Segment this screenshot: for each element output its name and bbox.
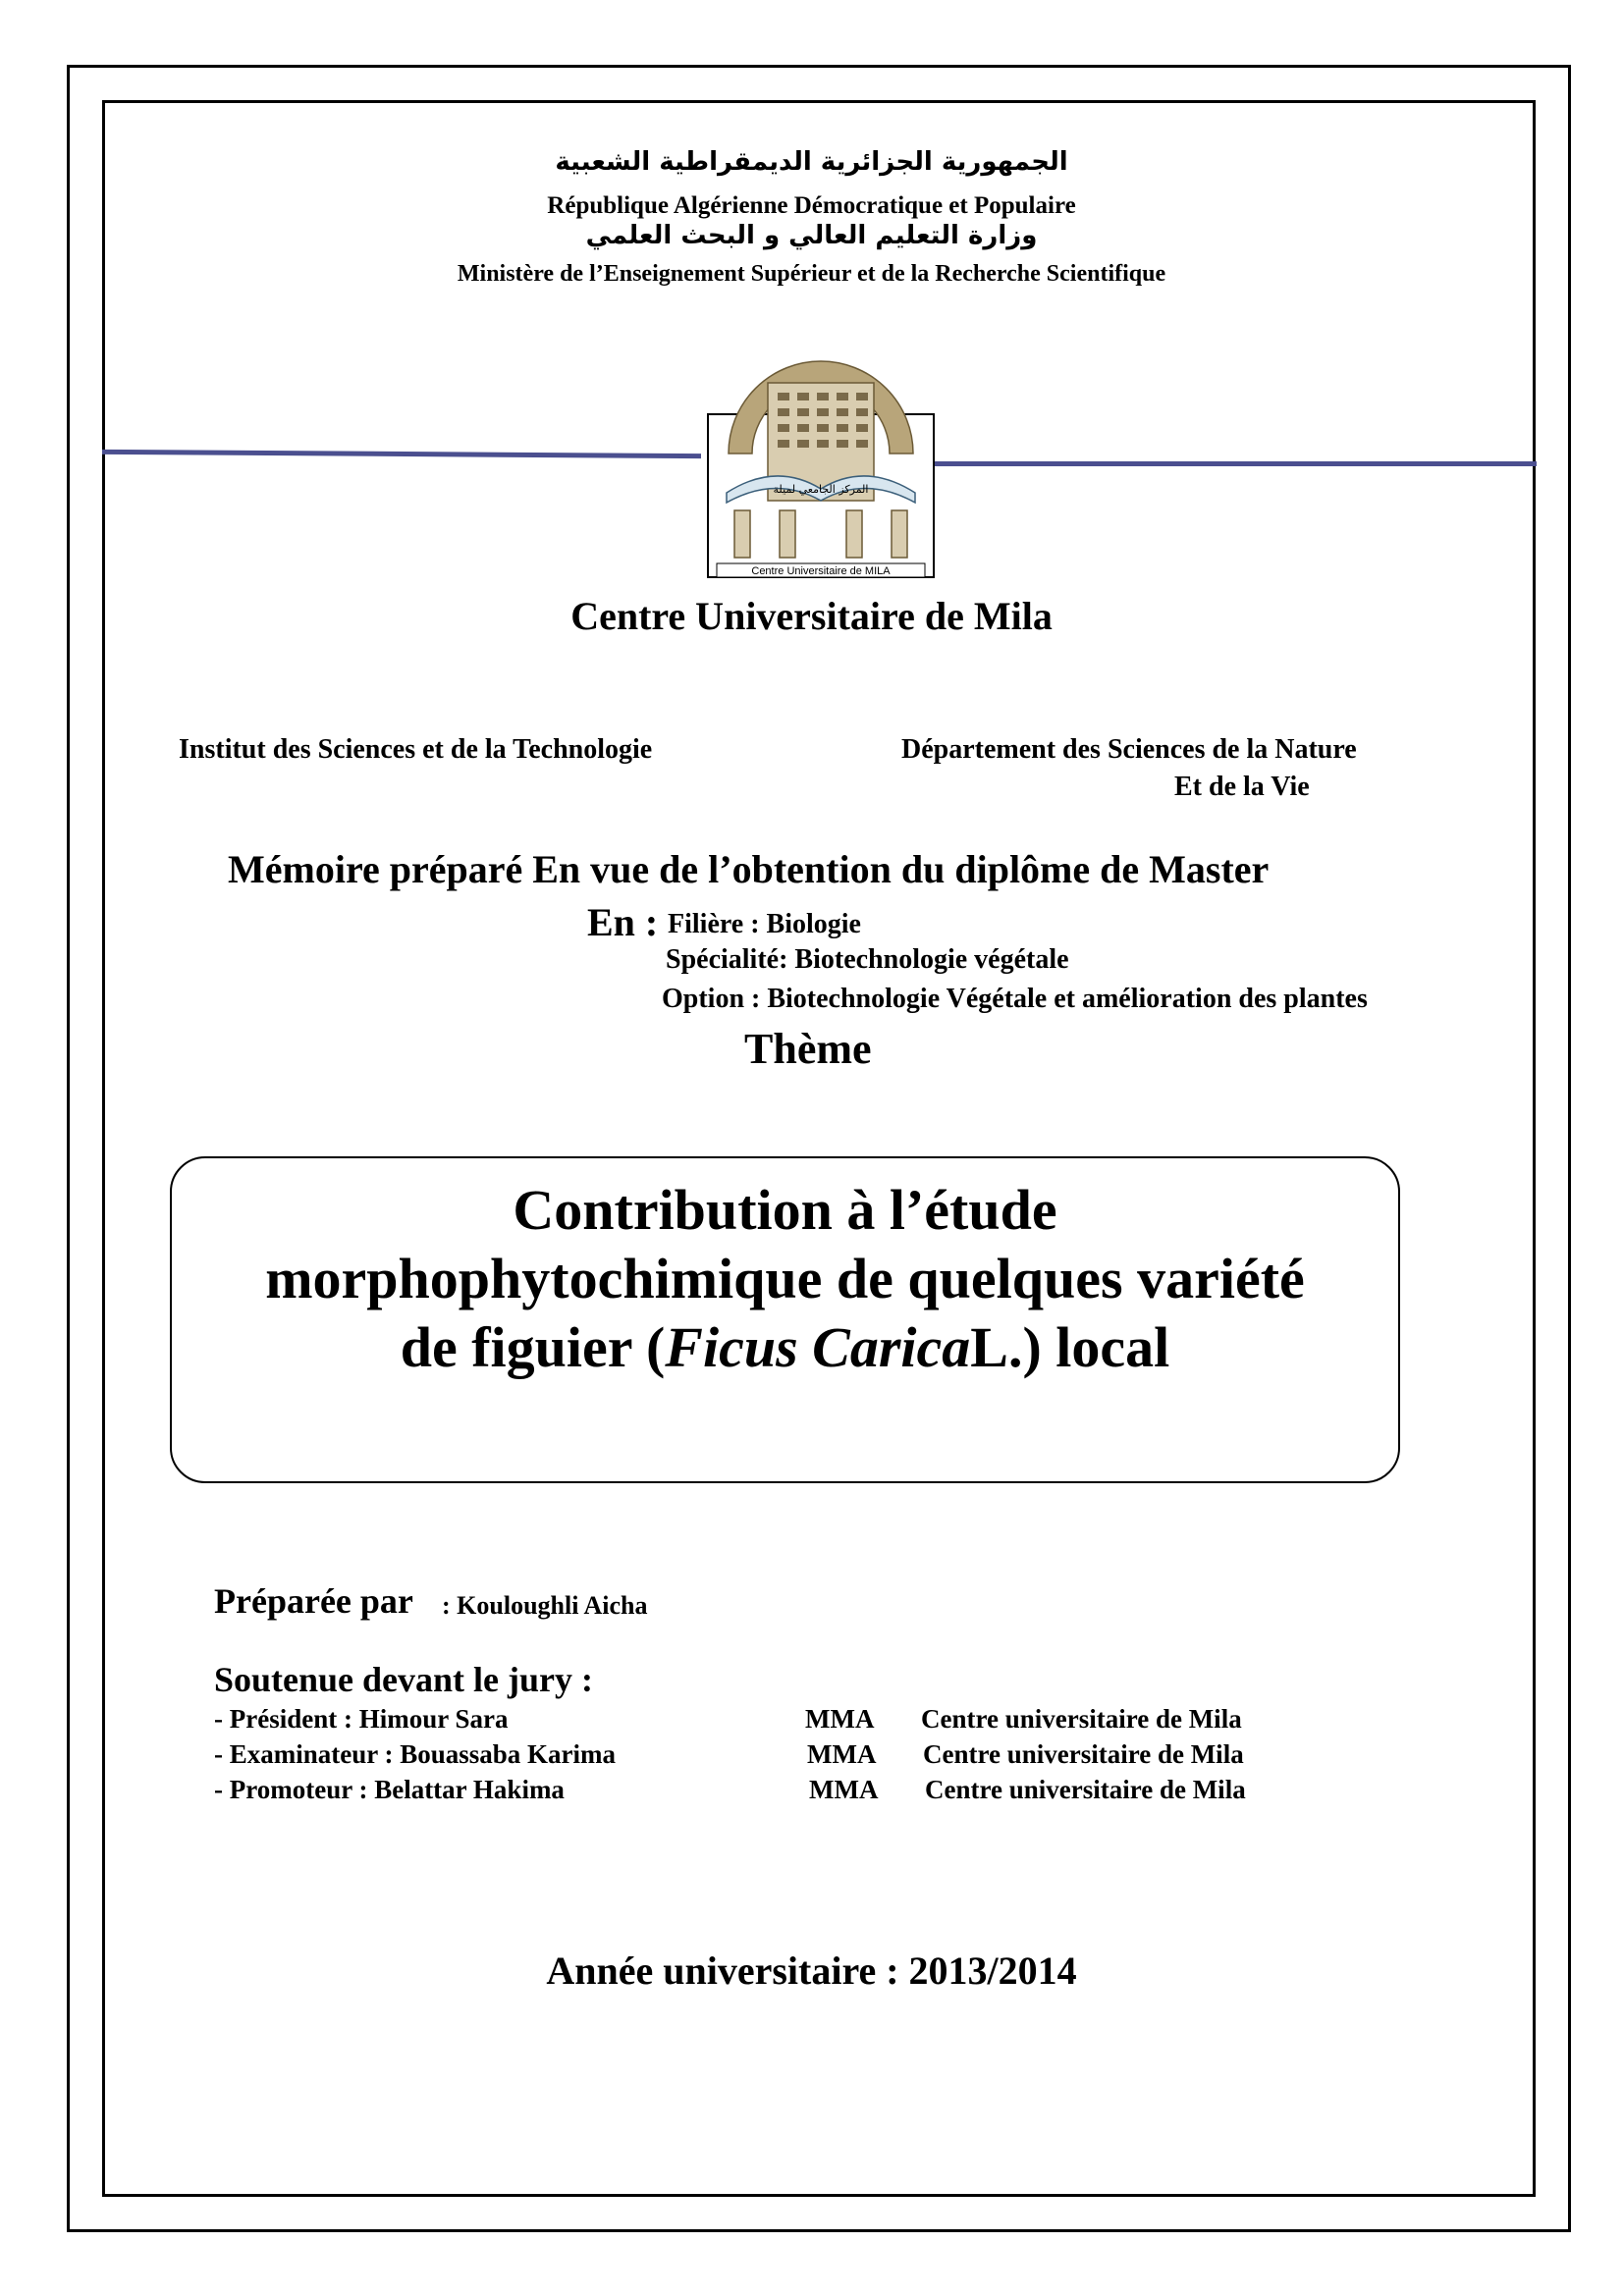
university-logo	[707, 346, 935, 579]
academic-year: Année universitaire : 2013/2014	[546, 1949, 1077, 1993]
svg-text:المركز الجامعي لميلة: المركز الجامعي لميلة	[773, 483, 869, 496]
arabic-ministry-line: وزارة التعليم العالي و البحث العلمي	[585, 221, 1038, 250]
title-line-2: morphophytochimique de quelques variété	[265, 1247, 1305, 1310]
species-name: Ficus Carica	[665, 1315, 971, 1379]
option: Option : Biotechnologie Végétale et amélioration des plantes	[662, 984, 1368, 1014]
svg-text:Centre Universitaire de MILA: Centre Universitaire de MILA	[751, 565, 891, 577]
jury-label: Soutenue devant le jury :	[214, 1660, 593, 1699]
jury-grade: MMA	[807, 1739, 877, 1769]
thesis-purpose: Mémoire préparé En vue de l’obtention du diplôme de Master	[228, 847, 1270, 891]
jury-grade: MMA	[809, 1775, 879, 1804]
jury-institution: Centre universitaire de Mila	[921, 1704, 1242, 1734]
author-name: : Kouloughli Aicha	[442, 1591, 648, 1620]
filiere: Filière : Biologie	[668, 909, 861, 939]
jury-institution: Centre universitaire de Mila	[923, 1739, 1244, 1769]
department-line-2: Et de la Vie	[1174, 772, 1310, 802]
jury-institution: Centre universitaire de Mila	[925, 1775, 1246, 1804]
prepared-by-label: Préparée par	[214, 1581, 413, 1621]
right-rule	[933, 461, 1537, 466]
department-line-1: Département des Sciences de la Nature	[901, 734, 1357, 765]
ministry-line: Ministère de l’Enseignement Supérieur et de la Recherche Scientifique	[457, 261, 1166, 287]
institute-name: Institut des Sciences et de la Technologie	[179, 734, 653, 765]
jury-role: - Promoteur : Belattar Hakima	[214, 1775, 565, 1804]
thesis-title	[170, 1176, 1400, 1382]
jury-role: - Examinateur : Bouassaba Karima	[214, 1739, 617, 1769]
jury-grade: MMA	[805, 1704, 875, 1734]
en-label: En :	[587, 900, 659, 944]
republic-line: République Algérienne Démocratique et Populaire	[547, 192, 1076, 219]
institution-name: Centre Universitaire de Mila	[570, 594, 1053, 638]
jury-role: - Président : Himour Sara	[214, 1704, 509, 1734]
title-line-3-start: de figuier (	[400, 1315, 666, 1379]
title-line-1: Contribution à l’étude	[513, 1178, 1057, 1242]
title-line-3-end: L.) local	[970, 1315, 1170, 1379]
title-line-3	[170, 1313, 1400, 1382]
theme-label: Thème	[744, 1025, 872, 1073]
arabic-republic-line: الجمهورية الجزائرية الديمقراطية الشعبية	[555, 147, 1068, 177]
specialite: Spécialité: Biotechnologie végétale	[666, 944, 1069, 975]
